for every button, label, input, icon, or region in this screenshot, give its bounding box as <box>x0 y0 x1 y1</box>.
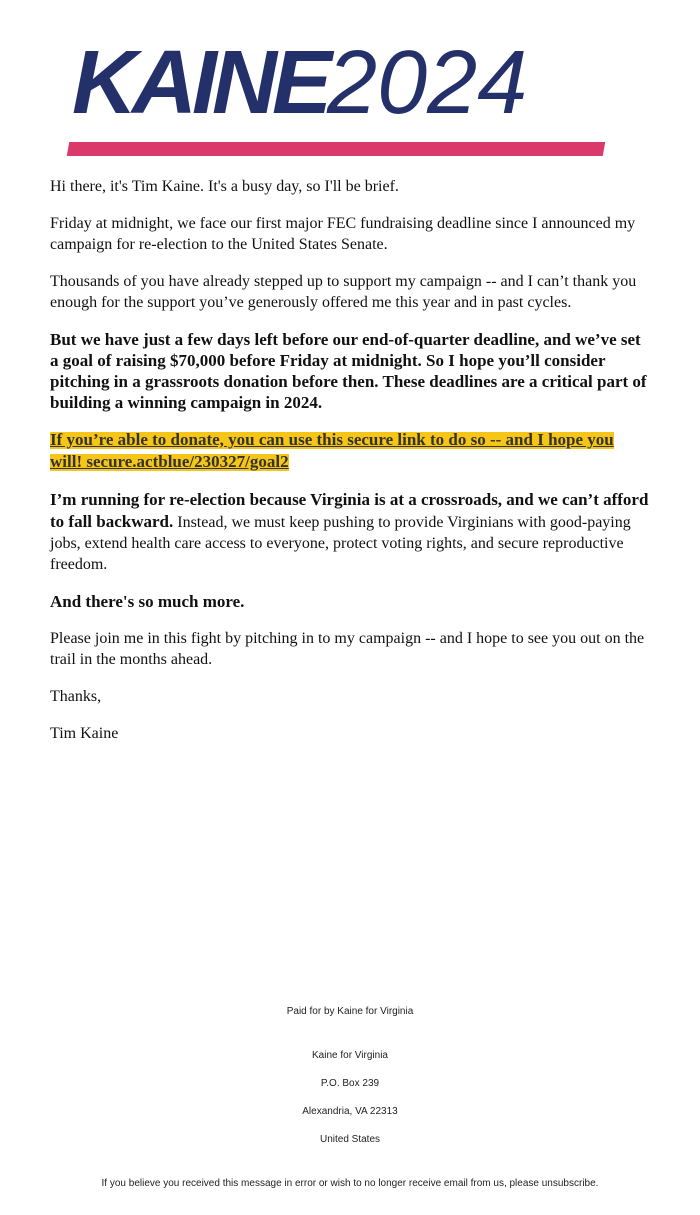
logo-year: 2024 <box>327 33 528 133</box>
footer-spacer <box>0 1018 700 1050</box>
paid-for-disclaimer: Paid for by Kaine for Virginia <box>286 1006 414 1017</box>
email-footer <box>0 1006 700 1190</box>
paragraph-deadline: Friday at midnight, we face our first major FEC fundraising deadline since I announced my campaign for re-election to the United States Senate. <box>50 215 636 253</box>
paragraph-thanks: Thousands of you have already stepped up to support my campaign -- and I can’t thank you enough for the support you’ve generously offered me this year and in past cycles. <box>50 273 637 311</box>
donate-link[interactable]: If you’re able to donate, you can use this secure link to do so -- and I hope you will! secure.actblue/230327/goal2 <box>50 430 614 471</box>
logo-underline-bar <box>67 142 605 156</box>
footer-spacer <box>0 1146 700 1178</box>
donate-paragraph <box>50 429 650 473</box>
paragraph-more: And there's so much more. <box>50 592 245 611</box>
paragraph-join: Please join me in this fight by pitching in to my campaign -- and I hope to see you out on the trail in the months ahead. <box>50 630 645 668</box>
footer-org: Kaine for Virginia <box>312 1050 388 1061</box>
paragraph-reasons <box>50 489 650 575</box>
reasons-bold-lead: I’m running for re-election because Virginia is at a crossroads, and we can’t afford to fall backward. <box>50 490 649 531</box>
paragraph-goal: But we have just a few days left before our end-of-quarter deadline, and we’ve set a goal of raising $70,000 before Friday at midnight. So I hope you’ll consider pitching in a grassroots donation before then. These deadlines are a critical part of building a winning campaign in 2024. <box>50 330 647 412</box>
email-body <box>50 176 650 760</box>
footer-city: Alexandria, VA 22313 <box>302 1106 398 1117</box>
footer-country: United States <box>319 1134 381 1145</box>
logo-wordmark <box>72 33 528 133</box>
footer-spacer <box>0 1118 700 1134</box>
footer-spacer <box>0 1062 700 1078</box>
signature: Tim Kaine <box>50 725 119 742</box>
unsubscribe-notice[interactable]: If you believe you received this message in error or wish to no longer receive email from us, please unsubscribe. <box>101 1178 599 1189</box>
reasons-rest: Instead, we must keep pushing to provide Virginians with good-paying jobs, extend health care access to everyone, protect voting rights, and secure reproductive freedom. <box>50 514 631 573</box>
kaine-2024-logo <box>66 33 626 160</box>
signoff: Thanks, <box>50 688 102 705</box>
logo-name: KAINE <box>72 33 328 133</box>
greeting: Hi there, it's Tim Kaine. It's a busy day, so I'll be brief. <box>50 178 399 195</box>
footer-po-box: P.O. Box 239 <box>320 1078 380 1089</box>
donate-highlight <box>50 432 614 471</box>
footer-spacer <box>0 1090 700 1106</box>
